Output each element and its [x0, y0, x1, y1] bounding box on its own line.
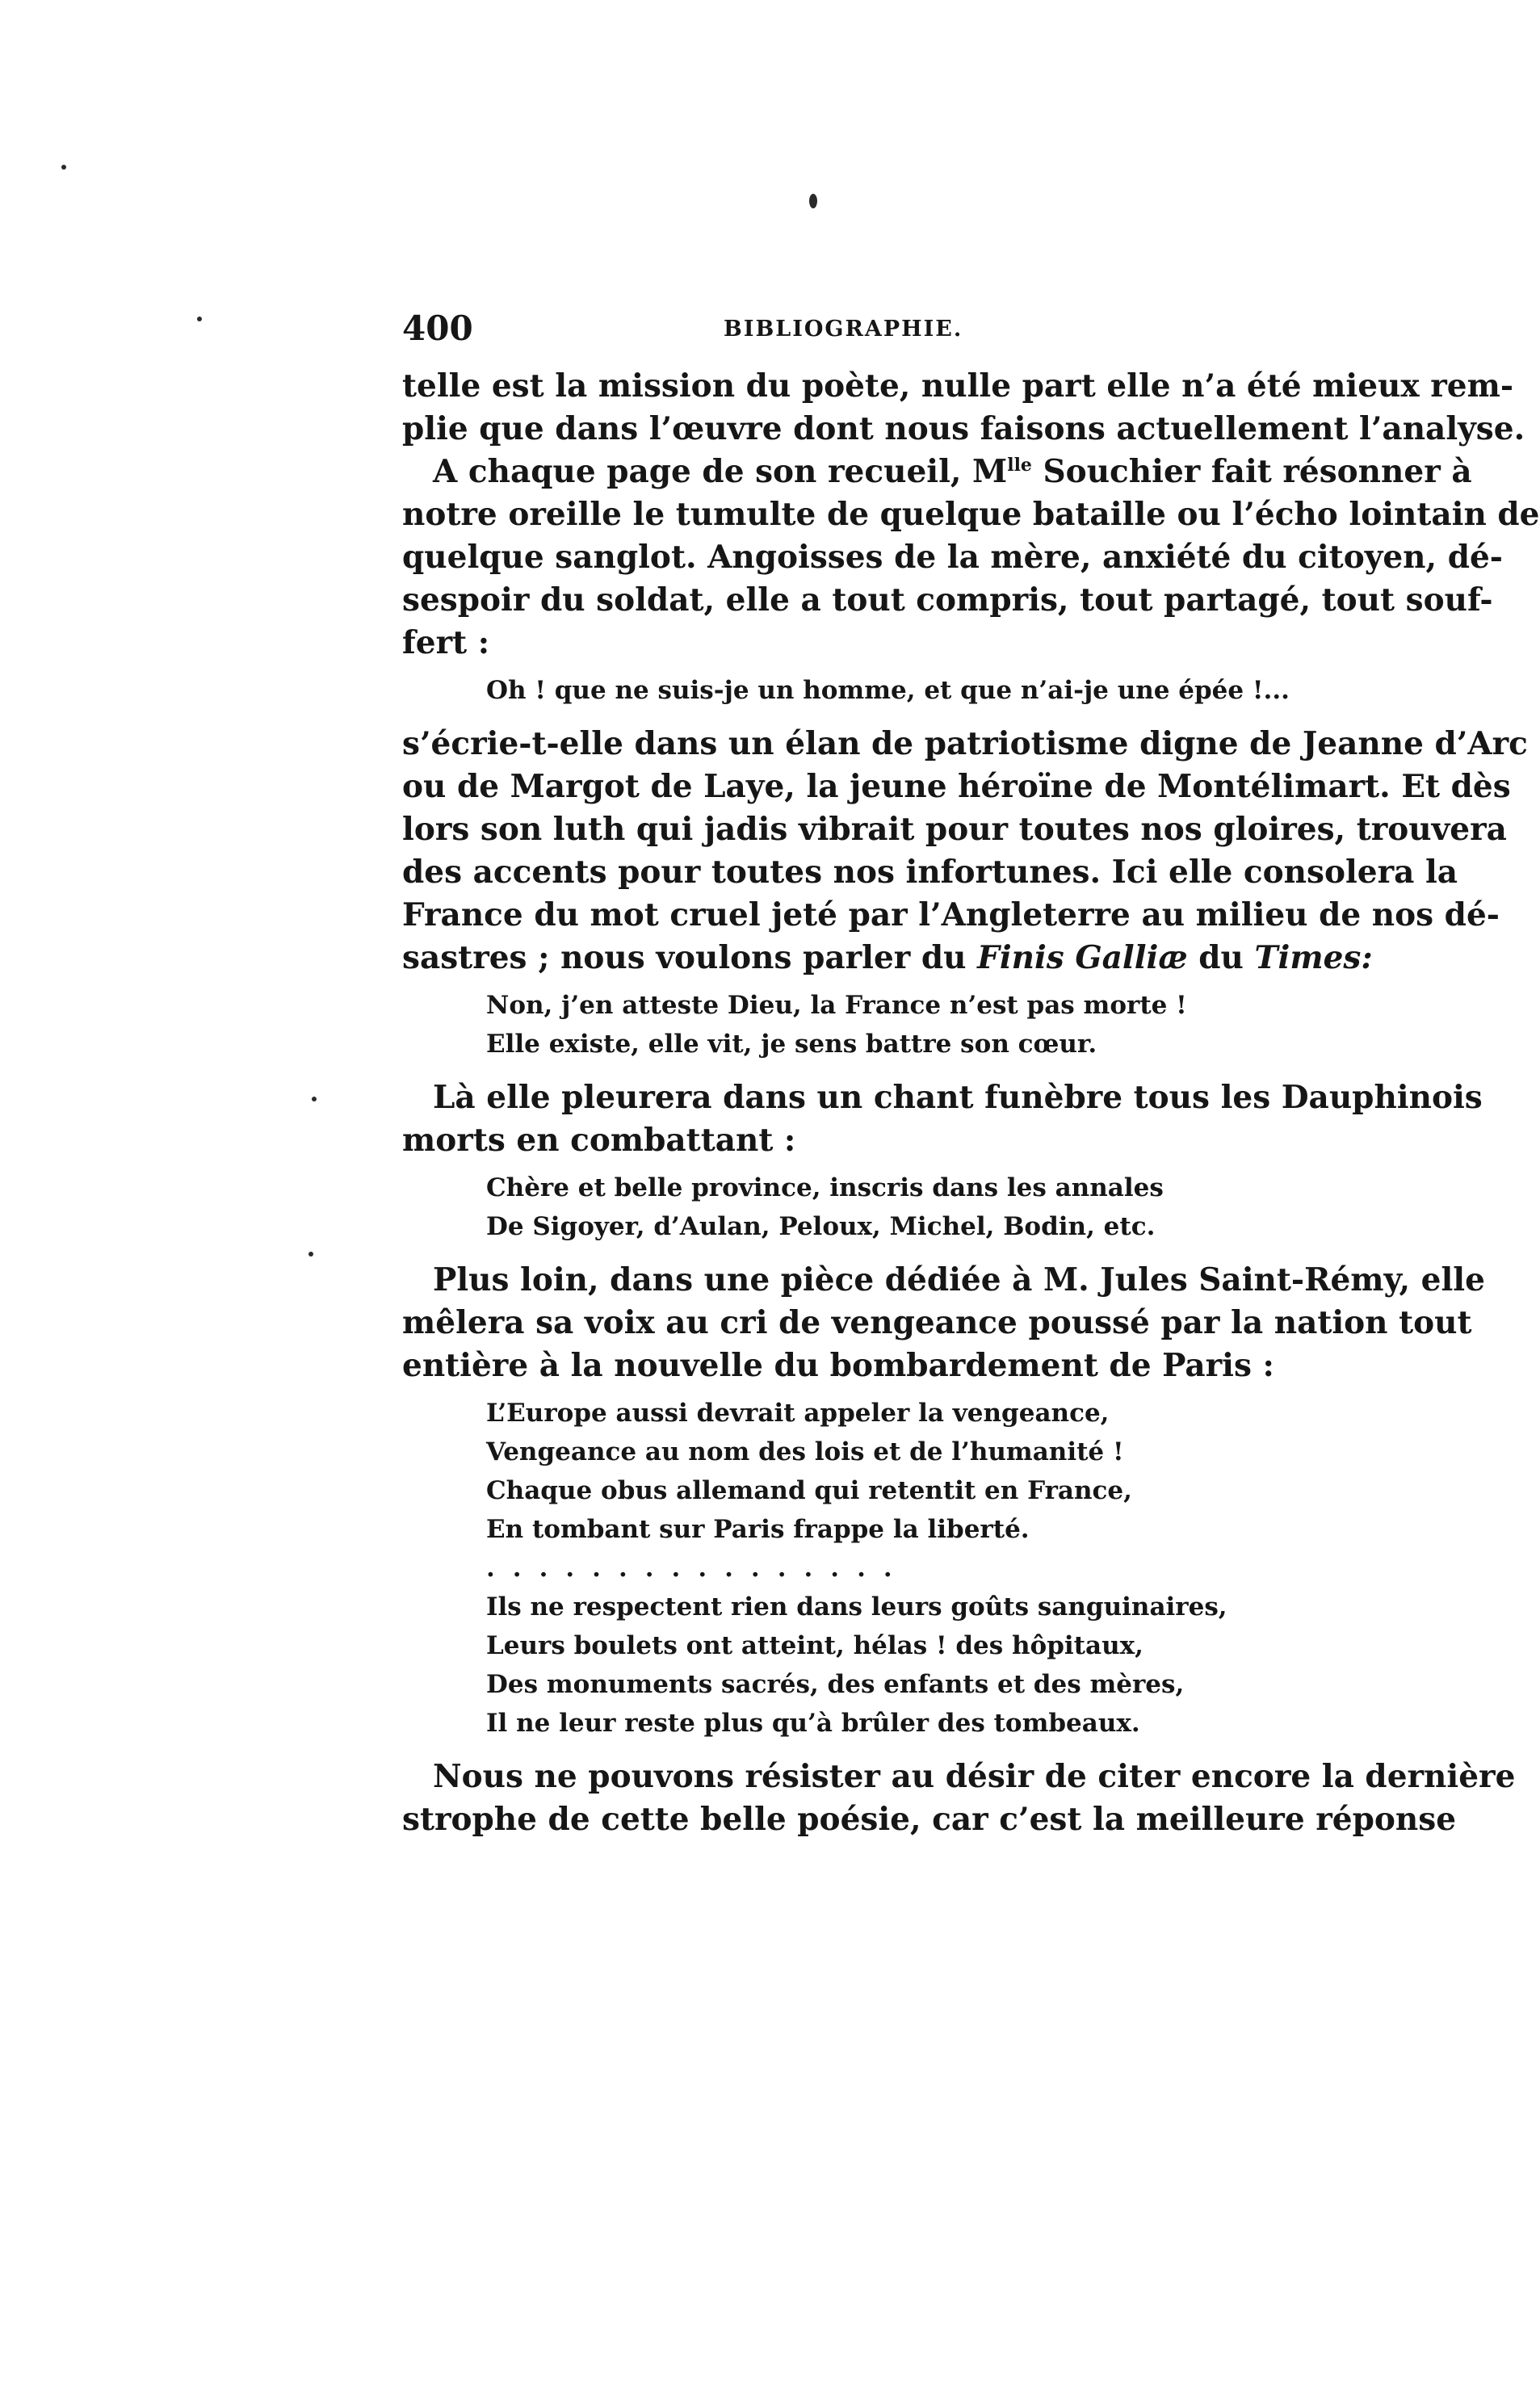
text-line: entière à la nouvelle du bombardement de Paris :: [402, 1347, 1274, 1384]
ink-speck: [197, 317, 202, 321]
text-line: des accents pour toutes nos infortunes. Ici elle consolera la: [402, 854, 1458, 891]
verse-line: Elle existe, elle vit, je sens battre son cœur.: [486, 1030, 1097, 1059]
italic-title: Times:: [1254, 939, 1373, 976]
text-line: [402, 937, 1373, 980]
ink-speck: [61, 165, 66, 170]
text-fragment: A chaque page de son recueil, M: [433, 453, 1008, 490]
text-line: quelque sanglot. Angoisses de la mère, anxiété du citoyen, dé-: [402, 539, 1503, 576]
text-line: plie que dans l’œuvre dont nous faisons actuellement l’analyse.: [402, 410, 1525, 447]
text-line: France du mot cruel jeté par l’Angleterre au milieu de nos dé-: [402, 896, 1500, 933]
text-line: Là elle pleurera dans un chant funèbre tous les Dauphinois: [433, 1079, 1483, 1116]
verse-line: Ils ne respectent rien dans leurs goûts sanguinaires,: [486, 1592, 1227, 1622]
verse-quote: [402, 1168, 1258, 1246]
verse-line: Chère et belle province, inscris dans les annales: [486, 1173, 1164, 1202]
verse-line: Vengeance au nom des lois et de l’humanité !: [486, 1437, 1124, 1466]
verse-line: Non, j’en atteste Dieu, la France n’est pas morte !: [486, 991, 1187, 1020]
text-line: Plus loin, dans une pièce dédiée à M. Jules Saint-Rémy, elle: [433, 1261, 1485, 1298]
verse-line: Leurs boulets ont atteint, hélas ! des hôpitaux,: [486, 1631, 1143, 1660]
ink-speck: [308, 1252, 313, 1257]
paragraph: [402, 1076, 1483, 1162]
paragraph: [402, 1756, 1516, 1841]
verse-line: Chaque obus allemand qui retentit en France,: [486, 1476, 1132, 1505]
running-head: BIBLIOGRAPHIE.: [724, 317, 963, 342]
text-fragment: Souchier fait résonner à: [1031, 453, 1472, 490]
paragraph: [402, 723, 1528, 980]
text-line: sespoir du soldat, elle a tout compris, tout partagé, tout souf-: [402, 581, 1493, 619]
verse-line: En tombant sur Paris frappe la liberté.: [486, 1515, 1030, 1544]
ink-speck: [809, 194, 817, 208]
verse-quote: [402, 986, 1258, 1064]
text-line: fert :: [402, 624, 490, 661]
text-line: lors son luth qui jadis vibrait pour toutes nos gloires, trouvera: [402, 811, 1507, 848]
italic-title: Finis Galliæ: [977, 939, 1188, 976]
text-line: strophe de cette belle poésie, car c’est la meilleure réponse: [402, 1801, 1457, 1838]
page-number: 400: [402, 308, 473, 348]
page-header: [402, 308, 1266, 349]
body-text: [402, 365, 1540, 1841]
text-fragment: sastres ; nous voulons parler du: [402, 939, 978, 976]
verse-line: Il ne leur reste plus qu’à brûler des tombeaux.: [486, 1709, 1140, 1738]
text-line: telle est la mission du poète, nulle part elle n’a été mieux rem-: [402, 367, 1514, 405]
text-line: mêlera sa voix au cri de vengeance poussé par la nation tout: [402, 1304, 1472, 1341]
text-fragment: du: [1187, 939, 1255, 976]
text-line: ou de Margot de Laye, la jeune héroïne de Montélimart. Et dès: [402, 768, 1511, 805]
verse-ellipsis: ................: [486, 1554, 910, 1583]
ink-speck: [312, 1097, 317, 1101]
verse-quote: [402, 1394, 1258, 1743]
verse-line: L’Europe aussi devrait appeler la vengeance,: [486, 1399, 1110, 1428]
verse-quote: [402, 671, 1290, 710]
paragraph: [402, 365, 1525, 451]
text-line: notre oreille le tumulte de quelque bataille ou l’écho lointain de: [402, 496, 1540, 533]
verse-line: De Sigoyer, d’Aulan, Peloux, Michel, Bodin, etc.: [486, 1212, 1156, 1241]
paragraph: [402, 1259, 1485, 1387]
verse-line: Des monuments sacrés, des enfants et des mères,: [486, 1670, 1185, 1699]
text-line: morts en combattant :: [402, 1122, 796, 1159]
paragraph: [402, 451, 1540, 665]
text-line: [402, 451, 1472, 493]
text-line: Nous ne pouvons résister au désir de citer encore la dernière: [433, 1758, 1516, 1795]
superscript: lle: [1007, 455, 1032, 476]
text-line: s’écrie-t-elle dans un élan de patriotisme digne de Jeanne d’Arc: [402, 725, 1528, 762]
verse-line: Oh ! que ne suis-je un homme, et que n’ai-je une épée !...: [486, 676, 1290, 705]
